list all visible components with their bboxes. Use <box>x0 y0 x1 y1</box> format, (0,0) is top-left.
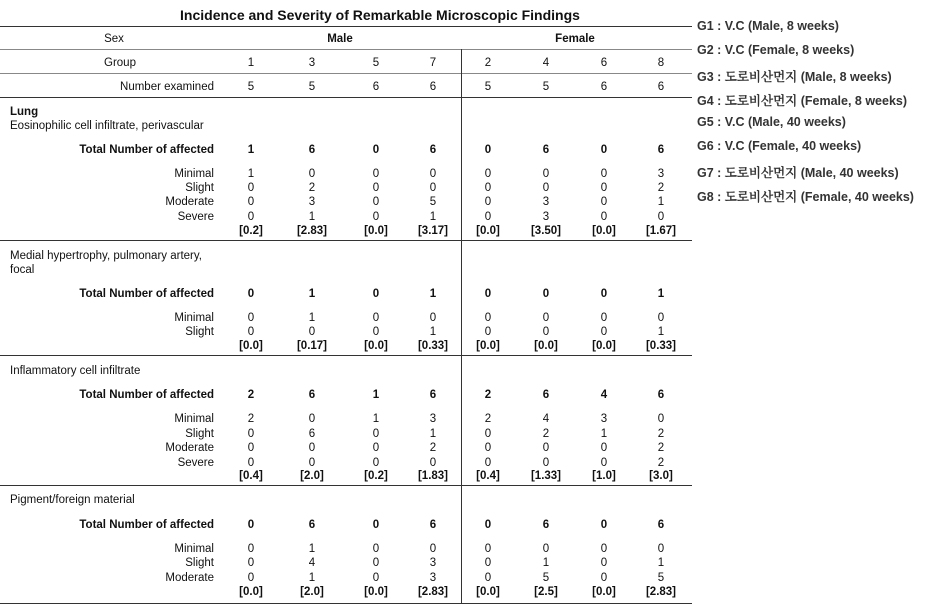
group-number-cell: 2 <box>484 57 492 69</box>
mean-severity-cell: [2.83] <box>296 225 328 237</box>
grade-count-cell: 0 <box>372 196 380 208</box>
grade-count-cell: 0 <box>600 457 608 469</box>
grade-count-cell: 0 <box>484 572 492 584</box>
grade-count-cell: 1 <box>657 557 665 569</box>
mean-severity-cell: [0.0] <box>364 586 388 598</box>
total-affected-cell: 6 <box>542 519 550 531</box>
examined-count-cell: 5 <box>247 81 255 93</box>
total-affected-cell: 0 <box>600 519 608 531</box>
grade-count-cell: 0 <box>657 543 665 555</box>
total-affected-cell: 2 <box>484 389 492 401</box>
mean-severity-cell: [0.2] <box>364 470 388 482</box>
total-affected-label: Total Number of affected <box>79 144 214 156</box>
grade-count-cell: 6 <box>308 428 316 440</box>
mean-severity-cell: [2.0] <box>300 586 324 598</box>
mean-severity-cell: [2.0] <box>300 470 324 482</box>
grade-count-cell: 1 <box>429 326 437 338</box>
header-rule <box>0 73 692 74</box>
female-header: Female <box>555 33 595 45</box>
grade-count-cell: 0 <box>542 312 550 324</box>
legend-item: G1 : V.C (Male, 8 weeks) <box>697 19 839 33</box>
total-affected-cell: 1 <box>372 389 380 401</box>
examined-count-cell: 5 <box>484 81 492 93</box>
grade-count-cell: 4 <box>542 413 550 425</box>
grade-label-severe: Severe <box>177 211 214 223</box>
total-affected-label: Total Number of affected <box>79 389 214 401</box>
grade-count-cell: 1 <box>308 572 316 584</box>
grade-count-cell: 0 <box>542 168 550 180</box>
grade-count-cell: 0 <box>484 182 492 194</box>
finding-name: Pigment/foreign material <box>10 494 135 506</box>
mean-severity-cell: [0.0] <box>592 586 616 598</box>
group-number-cell: 8 <box>657 57 665 69</box>
total-affected-cell: 0 <box>484 144 492 156</box>
legend-item: G7 : 도로비산먼지 (Male, 40 weeks) <box>697 166 899 180</box>
total-affected-cell: 0 <box>484 288 492 300</box>
grade-count-cell: 0 <box>600 543 608 555</box>
grade-count-cell: 4 <box>308 557 316 569</box>
total-affected-cell: 1 <box>247 144 255 156</box>
grade-label-moderate: Moderate <box>165 196 214 208</box>
grade-count-cell: 0 <box>484 326 492 338</box>
grade-count-cell: 2 <box>247 413 255 425</box>
grade-count-cell: 0 <box>600 312 608 324</box>
grade-count-cell: 0 <box>372 572 380 584</box>
grade-count-cell: 0 <box>247 428 255 440</box>
total-affected-cell: 4 <box>600 389 608 401</box>
organ-label: Lung <box>10 106 39 118</box>
mean-severity-cell: [0.0] <box>239 586 263 598</box>
finding-name: Inflammatory cell infiltrate <box>10 365 141 377</box>
legend-item: G4 : 도로비산먼지 (Female, 8 weeks) <box>697 94 908 108</box>
grade-count-cell: 0 <box>484 442 492 454</box>
total-affected-cell: 6 <box>429 519 437 531</box>
grade-count-cell: 0 <box>542 442 550 454</box>
grade-count-cell: 0 <box>542 543 550 555</box>
group-number-cell: 5 <box>372 57 380 69</box>
grade-count-cell: 0 <box>484 168 492 180</box>
examined-label: Number examined <box>120 81 214 93</box>
total-affected-cell: 0 <box>372 288 380 300</box>
grade-label-moderate: Moderate <box>165 442 214 454</box>
legend-item: G3 : 도로비산먼지 (Male, 8 weeks) <box>697 70 892 84</box>
mean-severity-cell: [2.83] <box>645 586 677 598</box>
finding-name: Medial hypertrophy, pulmonary artery, <box>10 250 202 262</box>
total-affected-cell: 0 <box>484 519 492 531</box>
grade-count-cell: 2 <box>657 428 665 440</box>
grade-count-cell: 0 <box>542 326 550 338</box>
grade-count-cell: 0 <box>372 442 380 454</box>
grade-count-cell: 0 <box>600 572 608 584</box>
total-affected-cell: 0 <box>372 519 380 531</box>
grade-label-minimal: Minimal <box>174 312 214 324</box>
grade-count-cell: 0 <box>484 312 492 324</box>
grade-count-cell: 0 <box>600 196 608 208</box>
male-header: Male <box>327 33 353 45</box>
grade-count-cell: 0 <box>247 572 255 584</box>
grade-count-cell: 2 <box>542 428 550 440</box>
header-rule <box>0 97 692 98</box>
grade-count-cell: 0 <box>372 557 380 569</box>
grade-count-cell: 0 <box>308 326 316 338</box>
group-number-cell: 3 <box>308 57 316 69</box>
grade-count-cell: 3 <box>429 557 437 569</box>
grade-count-cell: 0 <box>484 457 492 469</box>
section-rule <box>0 355 692 356</box>
section-rule <box>0 240 692 241</box>
grade-count-cell: 2 <box>308 182 316 194</box>
total-affected-cell: 6 <box>657 519 665 531</box>
grade-count-cell: 0 <box>308 442 316 454</box>
grade-count-cell: 1 <box>372 413 380 425</box>
group-number-cell: 1 <box>247 57 255 69</box>
section-rule <box>0 603 692 604</box>
grade-count-cell: 0 <box>600 557 608 569</box>
grade-label-minimal: Minimal <box>174 543 214 555</box>
grade-count-cell: 3 <box>429 572 437 584</box>
examined-count-cell: 6 <box>429 81 437 93</box>
total-affected-cell: 1 <box>308 288 316 300</box>
total-affected-cell: 1 <box>429 288 437 300</box>
grade-count-cell: 1 <box>308 211 316 223</box>
grade-count-cell: 0 <box>308 413 316 425</box>
mean-severity-cell: [0.0] <box>239 340 263 352</box>
grade-count-cell: 0 <box>247 312 255 324</box>
grade-count-cell: 0 <box>372 168 380 180</box>
grade-label-slight: Slight <box>185 557 214 569</box>
grade-count-cell: 3 <box>542 196 550 208</box>
grade-count-cell: 1 <box>657 196 665 208</box>
grade-count-cell: 2 <box>657 182 665 194</box>
finding-name: Eosinophilic cell infiltrate, perivascular <box>10 120 204 132</box>
grade-count-cell: 0 <box>372 457 380 469</box>
mean-severity-cell: [3.0] <box>649 470 673 482</box>
grade-label-slight: Slight <box>185 428 214 440</box>
grade-count-cell: 0 <box>247 211 255 223</box>
mean-severity-cell: [0.33] <box>645 340 677 352</box>
grade-count-cell: 0 <box>372 326 380 338</box>
grade-count-cell: 0 <box>484 211 492 223</box>
total-affected-cell: 0 <box>247 288 255 300</box>
grade-count-cell: 0 <box>247 442 255 454</box>
total-affected-cell: 1 <box>657 288 665 300</box>
header-rule <box>0 49 692 50</box>
grade-count-cell: 1 <box>247 168 255 180</box>
mean-severity-cell: [1.67] <box>645 225 677 237</box>
grade-count-cell: 2 <box>429 442 437 454</box>
grade-count-cell: 0 <box>542 457 550 469</box>
mean-severity-cell: [0.0] <box>592 225 616 237</box>
grade-count-cell: 0 <box>247 557 255 569</box>
mean-severity-cell: [0.4] <box>476 470 500 482</box>
total-affected-cell: 6 <box>308 519 316 531</box>
grade-count-cell: 0 <box>247 457 255 469</box>
grade-label-minimal: Minimal <box>174 413 214 425</box>
grade-count-cell: 0 <box>308 168 316 180</box>
grade-count-cell: 1 <box>429 211 437 223</box>
mean-severity-cell: [0.0] <box>476 586 500 598</box>
total-affected-label: Total Number of affected <box>79 519 214 531</box>
mean-severity-cell: [0.17] <box>296 340 328 352</box>
grade-count-cell: 0 <box>372 182 380 194</box>
grade-count-cell: 0 <box>429 168 437 180</box>
grade-count-cell: 0 <box>247 326 255 338</box>
mean-severity-cell: [0.0] <box>476 225 500 237</box>
table-top-rule <box>0 26 692 27</box>
sex-divider <box>461 49 462 603</box>
group-number-cell: 7 <box>429 57 437 69</box>
total-affected-cell: 2 <box>247 389 255 401</box>
legend-item: G2 : V.C (Female, 8 weeks) <box>697 43 855 57</box>
grade-count-cell: 2 <box>484 413 492 425</box>
grade-count-cell: 0 <box>484 196 492 208</box>
mean-severity-cell: [0.0] <box>364 340 388 352</box>
grade-label-severe: Severe <box>177 457 214 469</box>
mean-severity-cell: [3.17] <box>417 225 449 237</box>
grade-count-cell: 0 <box>484 543 492 555</box>
grade-count-cell: 0 <box>372 543 380 555</box>
total-affected-cell: 0 <box>542 288 550 300</box>
grade-count-cell: 0 <box>429 182 437 194</box>
grade-count-cell: 0 <box>484 557 492 569</box>
grade-count-cell: 0 <box>247 543 255 555</box>
mean-severity-cell: [0.0] <box>476 340 500 352</box>
grade-count-cell: 0 <box>600 211 608 223</box>
legend-item: G5 : V.C (Male, 40 weeks) <box>697 115 846 129</box>
total-affected-cell: 0 <box>600 144 608 156</box>
grade-count-cell: 5 <box>542 572 550 584</box>
examined-count-cell: 5 <box>308 81 316 93</box>
total-affected-cell: 6 <box>429 389 437 401</box>
grade-count-cell: 3 <box>542 211 550 223</box>
total-affected-cell: 0 <box>600 288 608 300</box>
grade-count-cell: 0 <box>657 312 665 324</box>
grade-label-slight: Slight <box>185 326 214 338</box>
grade-count-cell: 0 <box>429 457 437 469</box>
grade-count-cell: 3 <box>308 196 316 208</box>
examined-count-cell: 6 <box>600 81 608 93</box>
mean-severity-cell: [0.2] <box>239 225 263 237</box>
total-affected-cell: 0 <box>247 519 255 531</box>
sex-label: Sex <box>104 33 124 45</box>
legend-item: G8 : 도로비산먼지 (Female, 40 weeks) <box>697 190 914 204</box>
legend-item: G6 : V.C (Female, 40 weeks) <box>697 139 862 153</box>
total-affected-cell: 6 <box>657 389 665 401</box>
grade-count-cell: 3 <box>429 413 437 425</box>
group-label: Group <box>104 57 136 69</box>
grade-count-cell: 0 <box>484 428 492 440</box>
examined-count-cell: 6 <box>372 81 380 93</box>
grade-count-cell: 2 <box>657 457 665 469</box>
group-number-cell: 4 <box>542 57 550 69</box>
total-affected-label: Total Number of affected <box>79 288 214 300</box>
grade-count-cell: 1 <box>600 428 608 440</box>
total-affected-cell: 6 <box>429 144 437 156</box>
total-affected-cell: 6 <box>542 389 550 401</box>
grade-count-cell: 0 <box>600 168 608 180</box>
grade-count-cell: 1 <box>542 557 550 569</box>
grade-count-cell: 0 <box>542 182 550 194</box>
grade-count-cell: 1 <box>657 326 665 338</box>
grade-count-cell: 0 <box>247 182 255 194</box>
mean-severity-cell: [2.5] <box>534 586 558 598</box>
examined-count-cell: 6 <box>657 81 665 93</box>
grade-count-cell: 0 <box>600 442 608 454</box>
group-number-cell: 6 <box>600 57 608 69</box>
grade-count-cell: 0 <box>657 413 665 425</box>
grade-count-cell: 0 <box>429 312 437 324</box>
grade-count-cell: 1 <box>429 428 437 440</box>
finding-name: focal <box>10 264 35 276</box>
mean-severity-cell: [3.50] <box>530 225 562 237</box>
mean-severity-cell: [0.0] <box>534 340 558 352</box>
grade-count-cell: 0 <box>308 457 316 469</box>
grade-count-cell: 0 <box>429 543 437 555</box>
table-title: Incidence and Severity of Remarkable Microscopic Findings <box>180 7 580 23</box>
grade-label-minimal: Minimal <box>174 168 214 180</box>
grade-label-moderate: Moderate <box>165 572 214 584</box>
total-affected-cell: 6 <box>308 389 316 401</box>
grade-count-cell: 1 <box>308 312 316 324</box>
mean-severity-cell: [1.33] <box>530 470 562 482</box>
grade-count-cell: 0 <box>372 211 380 223</box>
grade-count-cell: 3 <box>657 168 665 180</box>
grade-count-cell: 5 <box>429 196 437 208</box>
grade-count-cell: 3 <box>600 413 608 425</box>
grade-count-cell: 0 <box>372 428 380 440</box>
mean-severity-cell: [1.83] <box>417 470 449 482</box>
grade-label-slight: Slight <box>185 182 214 194</box>
mean-severity-cell: [0.4] <box>239 470 263 482</box>
mean-severity-cell: [0.0] <box>364 225 388 237</box>
total-affected-cell: 6 <box>657 144 665 156</box>
examined-count-cell: 5 <box>542 81 550 93</box>
grade-count-cell: 0 <box>600 182 608 194</box>
grade-count-cell: 5 <box>657 572 665 584</box>
total-affected-cell: 6 <box>308 144 316 156</box>
total-affected-cell: 0 <box>372 144 380 156</box>
grade-count-cell: 2 <box>657 442 665 454</box>
mean-severity-cell: [0.33] <box>417 340 449 352</box>
mean-severity-cell: [2.83] <box>417 586 449 598</box>
total-affected-cell: 6 <box>542 144 550 156</box>
grade-count-cell: 0 <box>600 326 608 338</box>
mean-severity-cell: [0.0] <box>592 340 616 352</box>
grade-count-cell: 0 <box>657 211 665 223</box>
grade-count-cell: 0 <box>247 196 255 208</box>
grade-count-cell: 1 <box>308 543 316 555</box>
mean-severity-cell: [1.0] <box>592 470 616 482</box>
grade-count-cell: 0 <box>372 312 380 324</box>
section-rule <box>0 485 692 486</box>
